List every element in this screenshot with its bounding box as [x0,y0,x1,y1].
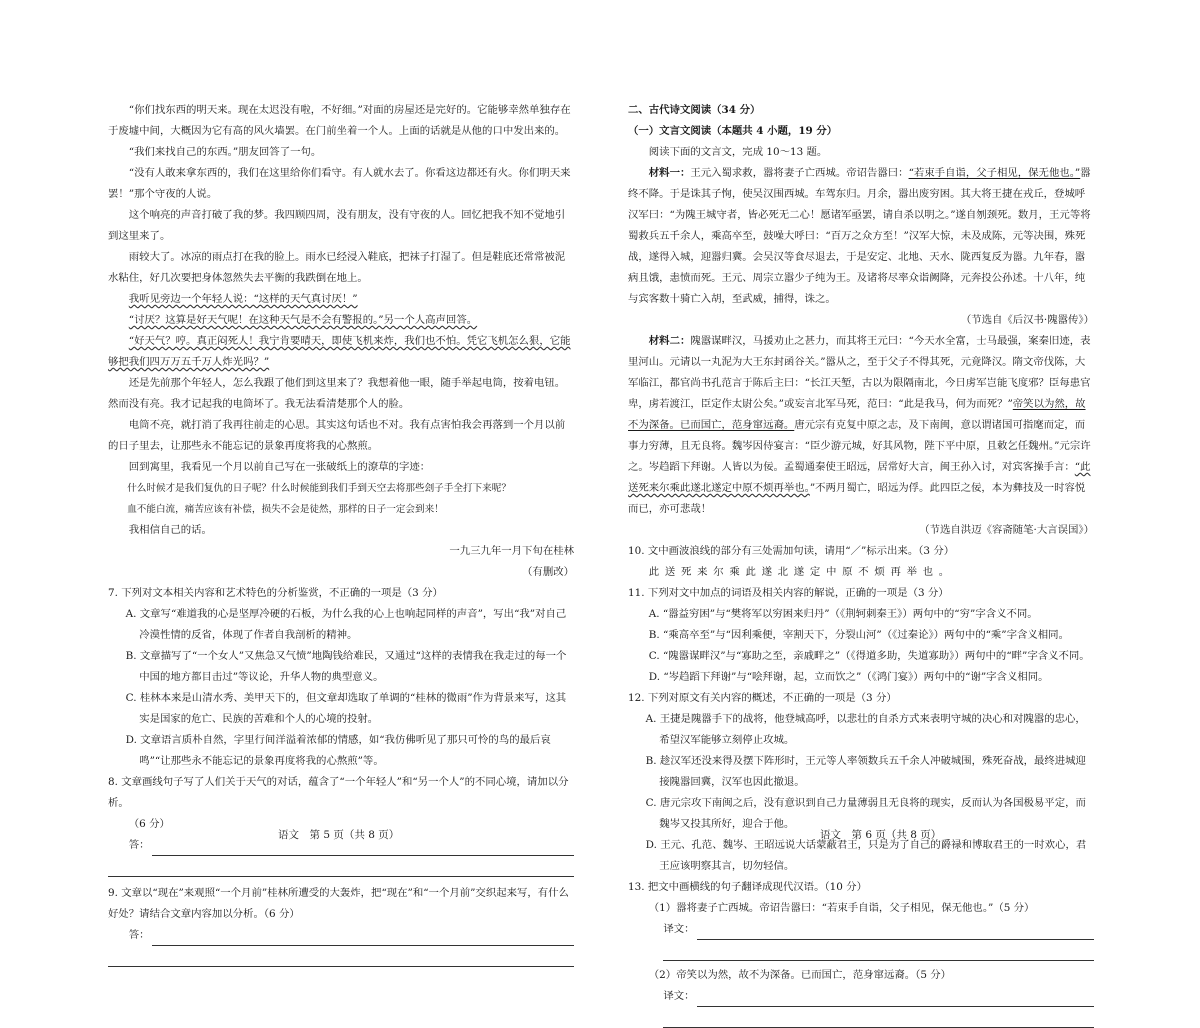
q8-answer-label: 答： [128,839,150,851]
material-1-underlined-sentence: “若束手自诣，父子相见，保无他也。” [908,167,1081,179]
question-8-score: （6 分） [128,818,170,830]
question-12-stem: 12. 下列对原文有关内容的概述，不正确的一项是（3 分） [628,692,897,704]
story-paragraph-7: 电筒不亮，就打消了我再往前走的心思。其实这句话也不对。我有点害怕我会再落到一个月以前的日子里去，让那些永不能忘记的景象再度将我的心熬煎。 [108,419,566,452]
material-1-text-b: 嚣终不降。于是诛其子恂，使吴汉围西城。车驾东归。月余，嚣出废穷困。其大将王捷在戎丘，登城呼汉军曰：“为隗王城守者，皆必死无二心！愿诸军亟罢，请自杀以明之。”遂自刎颈死。数月，王元等将蜀救兵五千余人，乘高卒至，鼓噪大呼曰：“百万之众方至！”汉军大惊，未及成陈，元等决围，殊死战，遂得入城，迎嚣归冀。会吴汉等食尽退去，于是安定、北地、天水、陇西复反为嚣。九年春，嚣病且饿，恚愤而死。王元、周宗立嚣少子纯为王。及诸将尽率众诣阙降，元奔投公孙述。十八年，纯与宾客数十骑亡入胡，至武威，捕得，诛之。 [628,167,1091,305]
q13-sentence-2: （2）帝笑以为然，故不为深备。已而国亡，范身窜远裔。（5 分） [648,969,952,981]
material-2 [628,331,1094,520]
material-1-label: 材料一： [648,167,691,179]
q13-2-translation-line-1[interactable] [697,992,1094,1007]
story-paragraph-3: “没有人敢来拿东西的，我们在这里给你们看守。有人就水去了。你看这边都还有火。你们明天来罢！”那个守夜的人说。 [108,167,571,200]
reading-instruction: 阅读下面的文言文，完成 10～13 题。 [648,146,828,158]
q9-answer-line-1[interactable] [152,931,574,946]
q12-option-c: C. 唐元宗攻下南闽之后，没有意识到自己力量薄弱且无良将的现实，反而认为各国极易平定，而魏岑又投其所好，迎合于他。 [645,797,1086,830]
q8-answer-line-2[interactable] [108,856,574,877]
q7-option-c: C. 桂林本来是山清水秀、美甲天下的，但文章却选取了单调的“桂林的微雨”作为背景来写，这其实是国家的危亡、民族的苦难和个人的心境的投射。 [125,692,567,725]
story-paragraph-8: 回到寓里，我看见一个月以前自己写在一张破纸上的潦草的字迹： [128,461,431,473]
material-1 [628,163,1094,310]
q13-1-translation-area[interactable] [628,919,1094,940]
q13-2-translation-area[interactable] [628,986,1094,1007]
story-paragraph-1: “你们找东西的明天来。现在太迟没有啦，不好细。”对面的房屋还是完好的。它能够幸然单独存在于废墟中间，大概因为它有高的风火墙罢。在门前坐着一个人。上面的话就是从他的口中发出来的。 [108,104,571,137]
material-2-source: （节选自洪迈《容斋随笔·大言误国》） [919,524,1094,536]
question-7-stem: 7. 下列对文本相关内容和艺术特色的分析鉴赏，不正确的一项是（3 分） [108,587,443,599]
q12-option-d: D. 王元、孔范、魏岑、王昭远说大话蒙蔽君王，只是为了自己的爵禄和博取君王的一时欢心，君王应该明察其言，切勿轻信。 [645,839,1087,872]
q8-answer-line-1[interactable] [152,841,574,856]
material-2-label: 材料二： [648,335,691,347]
abridged-note: （有删改） [522,566,574,578]
subsection-heading: （一）文言文阅读（本题共 4 小题，19 分） [628,125,838,137]
material-1-text-a: 王元入蜀求救，嚣将妻子亡西城。帝诏告嚣曰： [690,167,909,179]
q13-1-translation-line-2[interactable] [663,940,1094,961]
q11-option-a: A. “嚣益穷困”与“樊将军以穷困来归丹”（《荆轲刺秦王》）两句中的“穷”字含义不同。 [648,608,1038,620]
section-heading: 二、古代诗文阅读（34 分） [628,104,761,116]
q11-option-d: D. “岑趋蹈下拜谢”与“哙拜谢，起，立而饮之”（《鸿门宴》）两句中的“谢”字含义相同。 [648,671,1049,683]
note-quote-2: 血不能白流，痛苦应该有补偿，损失不会是徒然，那样的日子一定会到来！ [127,504,444,515]
page-5-footer: 语文 第 5 页（共 8 页） [278,829,400,841]
question-9-stem: 9. 文章以“现在”来观照“一个月前”桂林所遭受的大轰炸，把“现在”和“一个月前”交织起来写，有什么好处？请结合文章内容加以分析。（6 分） [108,887,569,920]
q7-option-b: B. 文章描写了“一个女人”又焦急又气愤”地陶钱给难民，又通过“这样的表情我在我走过的每一个中国的地方都目击过”等议论，升华人物的典型意义。 [125,650,567,683]
material-2-underlined-sentence: 帝笑以为然，故不为深备。已而国亡，范身窜远裔。 [628,398,1086,431]
question-11-stem: 11. 下列对文中加点的词语及相关内容的解说，正确的一项是（3 分） [628,587,949,599]
story-last-paragraph: 我相信自己的话。 [128,524,212,536]
q7-option-a: A. 文章写“难道我的心是坚厚冷硬的石板，为什么我的心上也响起同样的声音”，写出“我”对自己冷漠性情的反省，体现了作者自我剖析的精神。 [125,608,567,641]
q13-2-translation-line-2[interactable] [663,1007,1094,1028]
q12-option-a: A. 王捷是隗嚣手下的战将，他登城高呼，以悲壮的自杀方式来表明守城的决心和对隗嚣的忠心，希望汉军能够立刻停止攻城。 [645,713,1086,746]
note-quote-1: 什么时候才是我们复仇的日子呢？什么时候能到我们手到天空去将那些刽子手全打下来呢？ [127,483,511,494]
story-paragraph-4: 这个响亮的声音打破了我的梦。我四顾四周，没有朋友，没有守夜的人。回忆把我不知不觉地引到这里来了。 [108,209,566,242]
q13-2-translation-label: 译文： [663,990,695,1002]
underlined-dialogue-3: “好天气？哼。真正闷死人！我宁肯要晴天，即使飞机来炸，我们也不怕。凭它飞机怎么狠，它能够把我们四万万五千万人炸光吗？” [108,335,571,368]
q11-option-c: C. “隗嚣谋畔汉”与“寡助之至，亲戚畔之”（《得道多助，失道寡助》）两句中的“畔”字含义不同。 [648,650,1090,662]
story-paragraph-6: 还是先前那个年轻人，怎么我跟了他们到这里来了？我想着他一眼，随手举起电筒，按着电钮。然而没有亮。我才记起我的电筒坏了。我无法看清楚那个人的脸。 [108,377,566,410]
q13-1-translation-line-1[interactable] [697,925,1094,940]
underlined-dialogue-1: 我听见旁边一个年轻人说：“这样的天气真讨厌！” [128,293,358,305]
material-2-text-a: 隗嚣谋畔汉，马援劝止之甚力，而其将王元曰：“今天水全富，士马最强，案秦旧迹，表里河山。元请以一丸泥为大王东封函谷关。”嚣从之，至于父子不得其死，元竟降汉。隋文帝伐陈，大军临江，都官尚书孔范言于陈后主曰：“长江天堑，古以为限隔南北，今日虏军岂能飞度邪？臣每患官卑，虏若渡江，臣定作太尉公矣。”或妄言北军马死，范曰：“此是我马，何为而死？” [628,335,1091,410]
q7-option-d: D. 文章语言质朴自然，字里行间洋溢着浓郁的情感，如“我仿佛听见了那只可怜的鸟的最后哀鸣”“让那些永不能忘记的景象再度将我的心熬煎”等。 [125,734,551,767]
date-line: 一九三九年一月下旬在桂林 [449,545,574,557]
q11-option-b: B. “乘高卒至”与“因利乘便，宰割天下，分裂山河”（《过秦论》）两句中的“乘”字含义相同。 [648,629,1069,641]
question-10-stem: 10. 文中画波浪线的部分有三处需加句读，请用“／”标示出来。（3 分） [628,545,955,557]
material-1-source: （节选自《后汉书·隗嚣传》） [960,314,1094,326]
q9-answer-line-2[interactable] [108,946,574,967]
material-2-wavy-sentence: “此送死来尔乘此遂北遂定中原不烦再举也。 [628,461,1091,494]
page-6-column [628,100,1094,1028]
underlined-dialogue-2: “讨厌？这算是好天气呢！在这种天气是不会有警报的。”另一个人高声回答。 [128,314,478,326]
story-paragraph-2: “我们来找自己的东西。”朋友回答了一句。 [128,146,322,158]
page-6-footer: 语文 第 6 页（共 8 页） [820,829,942,841]
q9-answer-area[interactable] [108,925,574,946]
q9-answer-label: 答： [128,929,150,941]
material-2-text-b: 唐元宗有克复中原之志，及下南闽，意以谓诸国可指麾而定，而事力穷薄，且无良将。魏岑因侍宴言：“臣少游元城，好其风物，陛下平中原，且敕乞任魏州。”元宗许之。岑趋蹈下拜谢。人皆以为佞。孟蜀通秦使王昭远，居常好大言，闽王孙入讨，对宾客操手言： [628,419,1091,473]
question-13-stem: 13. 把文中画横线的句子翻译成现代汉语。（10 分） [628,881,867,893]
q12-option-b: B. 趁汉军还没来得及摆下阵形时，王元等人率领数兵五千余人冲破城围，殊死奋战，最终进城迎接隗嚣回冀，汉军也因此撤退。 [645,755,1086,788]
question-10-punctuation-line[interactable]: 此送死来尔乘此遂北遂定中原不烦再举也。 [648,566,955,578]
q13-sentence-1: （1）嚣将妻子亡西城。帝诏告嚣曰：“若束手自诣，父子相见，保无他也。”（5 分） [648,902,1035,914]
story-paragraph-5: 雨较大了。冰凉的雨点打在我的脸上。雨水已经浸入鞋底，把袜子打湿了。但是鞋底还常常被泥水粘住，好几次要把身体忽然失去平衡的我跌倒在地上。 [108,251,566,284]
material-2-text-c: ”不两月蜀亡，昭远为俘。此四臣之佞，本为彝技及一时容悦而已，亦可悲哉！ [628,482,1086,515]
question-8-stem: 8. 文章画线句子写了人们关于天气的对话，蕴含了“一个年轻人”和“另一个人”的不同心境，请加以分析。 [108,776,569,809]
q13-1-translation-label: 译文： [663,923,695,935]
